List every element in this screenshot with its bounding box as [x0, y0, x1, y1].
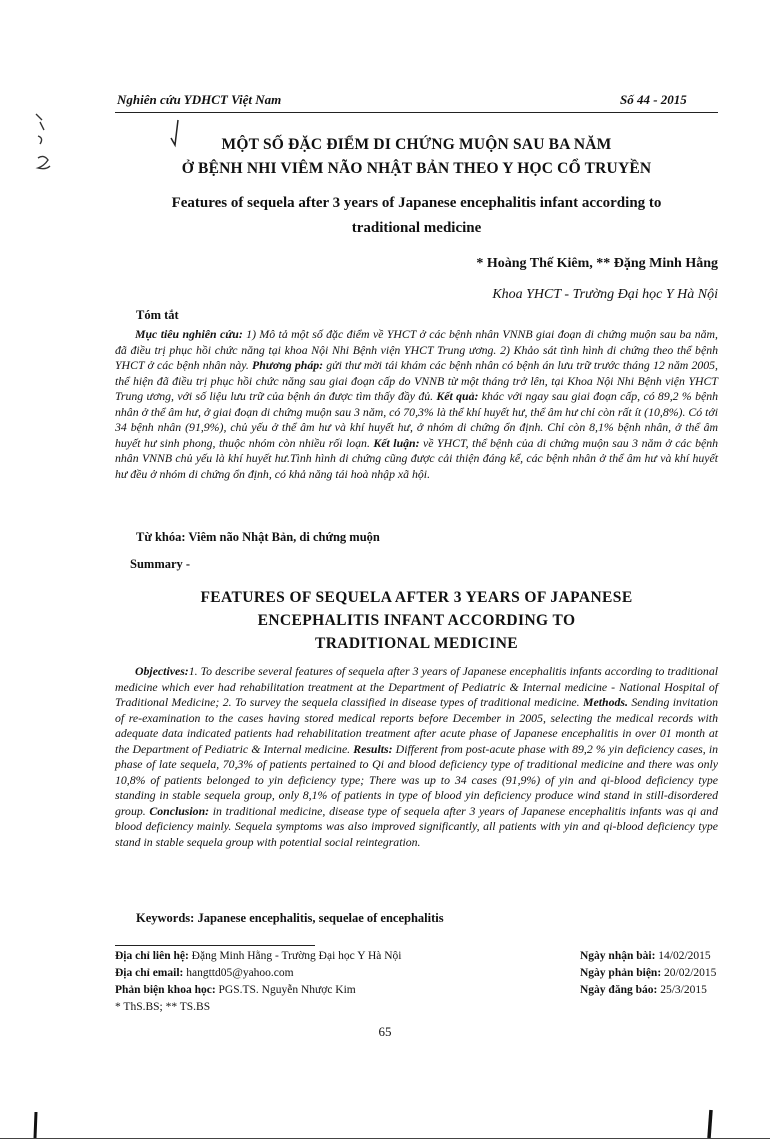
conclusion-text-vn: về YHCT, thể bệnh của di chứng muộn sau 3 năm ở các bệnh nhân VNNB chủ yếu là khí huyết hư.Tình hình di chứng cũng được cải thiện đáng kể, các bệnh nhân ở thể âm hư và khí huyết hư đều ở nhóm di chứng ổn định, có khả năng tái hoà nhập xã hội. — [115, 435, 718, 481]
summary-heading: Summary - — [130, 557, 191, 571]
received-value: 14/02/2015 — [655, 950, 711, 962]
title-en-line2: traditional medicine — [351, 220, 482, 236]
method-text-vn: gửi thư mời tái khám các bệnh nhân có bệnh án lưu trữ trước tháng 12 năm 2005, thể hiện đã điều trị phục hồi chức năng sau giai đoạn cấp do VNNB từ một tháng trở lên, tại Khoa Nội Nhi Bệnh viện YHCT Trung ương, với số liệu lưu trữ của bệnh án được tìm thấy đầy đủ. — [115, 358, 718, 403]
scan-mark-right — [705, 1108, 715, 1140]
objective-label-en: Objectives: — [135, 664, 189, 678]
published-label: Ngày đăng báo: — [580, 984, 658, 996]
published-line — [580, 984, 707, 996]
scan-mark-left — [32, 1110, 40, 1140]
reviewed-label: Ngày phản biện: — [580, 967, 662, 979]
abstract-en-body — [115, 664, 718, 850]
summary-title-line2: ENCEPHALITIS INFANT ACCORDING TO — [257, 612, 576, 629]
issue-number: Số 44 - 2015 — [620, 92, 687, 107]
title-vn-line1: MỘT SỐ ĐẶC ĐIỂM DI CHỨNG MUỘN SAU BA NĂM — [221, 136, 612, 153]
result-text-en: Different from post-acute phase with 89,2 % yin deficiency cases, in phase of late sequela, 70,3% of patients pertained to Qi and blood deficiency type of traditional medicine and there was only 10,8% of patients belonged to yin deficiency type; There was up to 34 cases (91,9%) of yin and qi-blood deficiency type standing in stable sequela group, only 8,1% of patients in type of blood yin deficiency produce wind stand in still-disordered group. — [115, 741, 718, 818]
abstract-vn-body — [115, 327, 718, 482]
result-label-en: Results: — [353, 741, 393, 756]
email-value: hangttd05@yahoo.com — [183, 967, 294, 979]
received-line — [580, 950, 711, 962]
footer-divider — [115, 945, 315, 946]
reviewer-value: PGS.TS. Nguyễn Nhược Kim — [215, 984, 356, 996]
handwritten-margin-marks — [30, 110, 70, 180]
email-label: Địa chỉ email: — [115, 967, 184, 979]
reviewer-line — [115, 984, 356, 996]
title-en-line1: Features of sequela after 3 years of Japanese encephalitis infant according to — [171, 195, 662, 211]
authors: * Hoàng Thế Kiêm, ** Đặng Minh Hằng — [476, 256, 718, 271]
result-label-vn: Kết quả: — [436, 389, 479, 403]
keywords-vn: Từ khóa: Viêm não Nhật Bản, di chứng muộn — [136, 530, 380, 544]
published-value: 25/3/2015 — [657, 984, 707, 996]
reviewed-line — [580, 967, 716, 979]
page-number: 65 — [378, 1024, 392, 1039]
objective-text-vn: 1) Mô tả một số đặc điểm về YHCT ở các bệnh nhân VNNB giai đoạn di chứng muộn sau ba năm, đã điều trị phục hồi chức năng tại khoa Nội Nhi Bệnh viện YHCT Trung ương. 2) Khảo sát tình hình di chứng theo thể bệnh YHCT ở các bệnh nhân này. — [115, 327, 718, 372]
abstract-heading: Tóm tắt — [136, 308, 179, 322]
contact-line — [115, 950, 402, 962]
reviewed-value: 20/02/2015 — [661, 967, 717, 979]
reviewer-label: Phản biện khoa học: — [115, 984, 216, 996]
email-line — [115, 967, 294, 979]
conclusion-text-en: in traditional medicine, disease type of sequela after 3 years of Japanese encephalitis infants was qi and blood deficiency mainly. Sequela symptoms was also improved significantly, all patients with yin and qi-blood deficiency type stand in stable sequela group with potential social reintegration. — [115, 803, 718, 849]
summary-title-line3: TRADITIONAL MEDICINE — [314, 635, 519, 652]
title-vn-line2: Ở BỆNH NHI VIÊM NÃO NHẬT BẢN THEO Y HỌC CỔ TRUYỀN — [181, 160, 652, 177]
summary-title-line1: FEATURES OF SEQUELA AFTER 3 YEARS OF JAPANESE — [200, 589, 633, 606]
bottom-scan-line — [0, 1138, 770, 1139]
result-text-vn: khác với ngay sau giai đoạn cấp, có 89,2 % bệnh nhân ở thể âm hư, ở giai đoạn di chứng muộn sau 3 năm, có 70,3% là thể khí huyết hư, thể âm hư chỉ còn rất ít (10,8%). Có tới 34 bệnh nhân (91,9%), chủ yếu ở thể âm hư và khí huyết hư, ở nhóm di chứng ổn định. Chỉ còn 8,1% bệnh nhân, ở thể âm huyết hư sinh phong, thuộc nhóm còn nhiều rối loạn. — [115, 389, 719, 450]
affiliation: Khoa YHCT - Trường Đại học Y Hà Nội — [492, 287, 718, 302]
journal-name: Nghiên cứu YDHCT Việt Nam — [117, 92, 282, 107]
contact-label: Địa chỉ liên hệ: — [115, 950, 189, 962]
conclusion-label-en: Conclusion: — [149, 803, 210, 818]
keywords-en: Keywords: Japanese encephalitis, sequelae of encephalitis — [136, 911, 444, 925]
degrees-line: * ThS.BS; ** TS.BS — [115, 1001, 211, 1013]
contact-value: Đặng Minh Hằng - Trường Đại học Y Hà Nội — [188, 950, 402, 962]
objective-text-en: 1. To describe several features of sequela after 3 years of Japanese encephalitis infants according to traditional medicine which ever had rehabilitation treatment at the Department of Pediatric & Internal medicine - National Hospital of Traditional Medicine; 2. To survey the sequela classified in disease types of traditional medicine. — [115, 664, 718, 709]
received-label: Ngày nhận bài: — [580, 950, 656, 962]
header-divider — [115, 112, 718, 113]
method-label-vn: Phương pháp: — [252, 358, 324, 372]
method-text-en: Sending invitation of re-examination to the cases having stored medical reports before December in 2005, selecting the medical records with adequate data indicated patients had rehabilitation treatment after acute phase of Japanese encephalitis in over 01 month at the Department of Pediatric & Internal medicine. — [115, 695, 718, 756]
conclusion-label-vn: Kết luận: — [373, 435, 420, 450]
objective-label-vn: Mục tiêu nghiên cứu: — [135, 327, 243, 341]
method-label-en: Methods. — [583, 695, 628, 709]
